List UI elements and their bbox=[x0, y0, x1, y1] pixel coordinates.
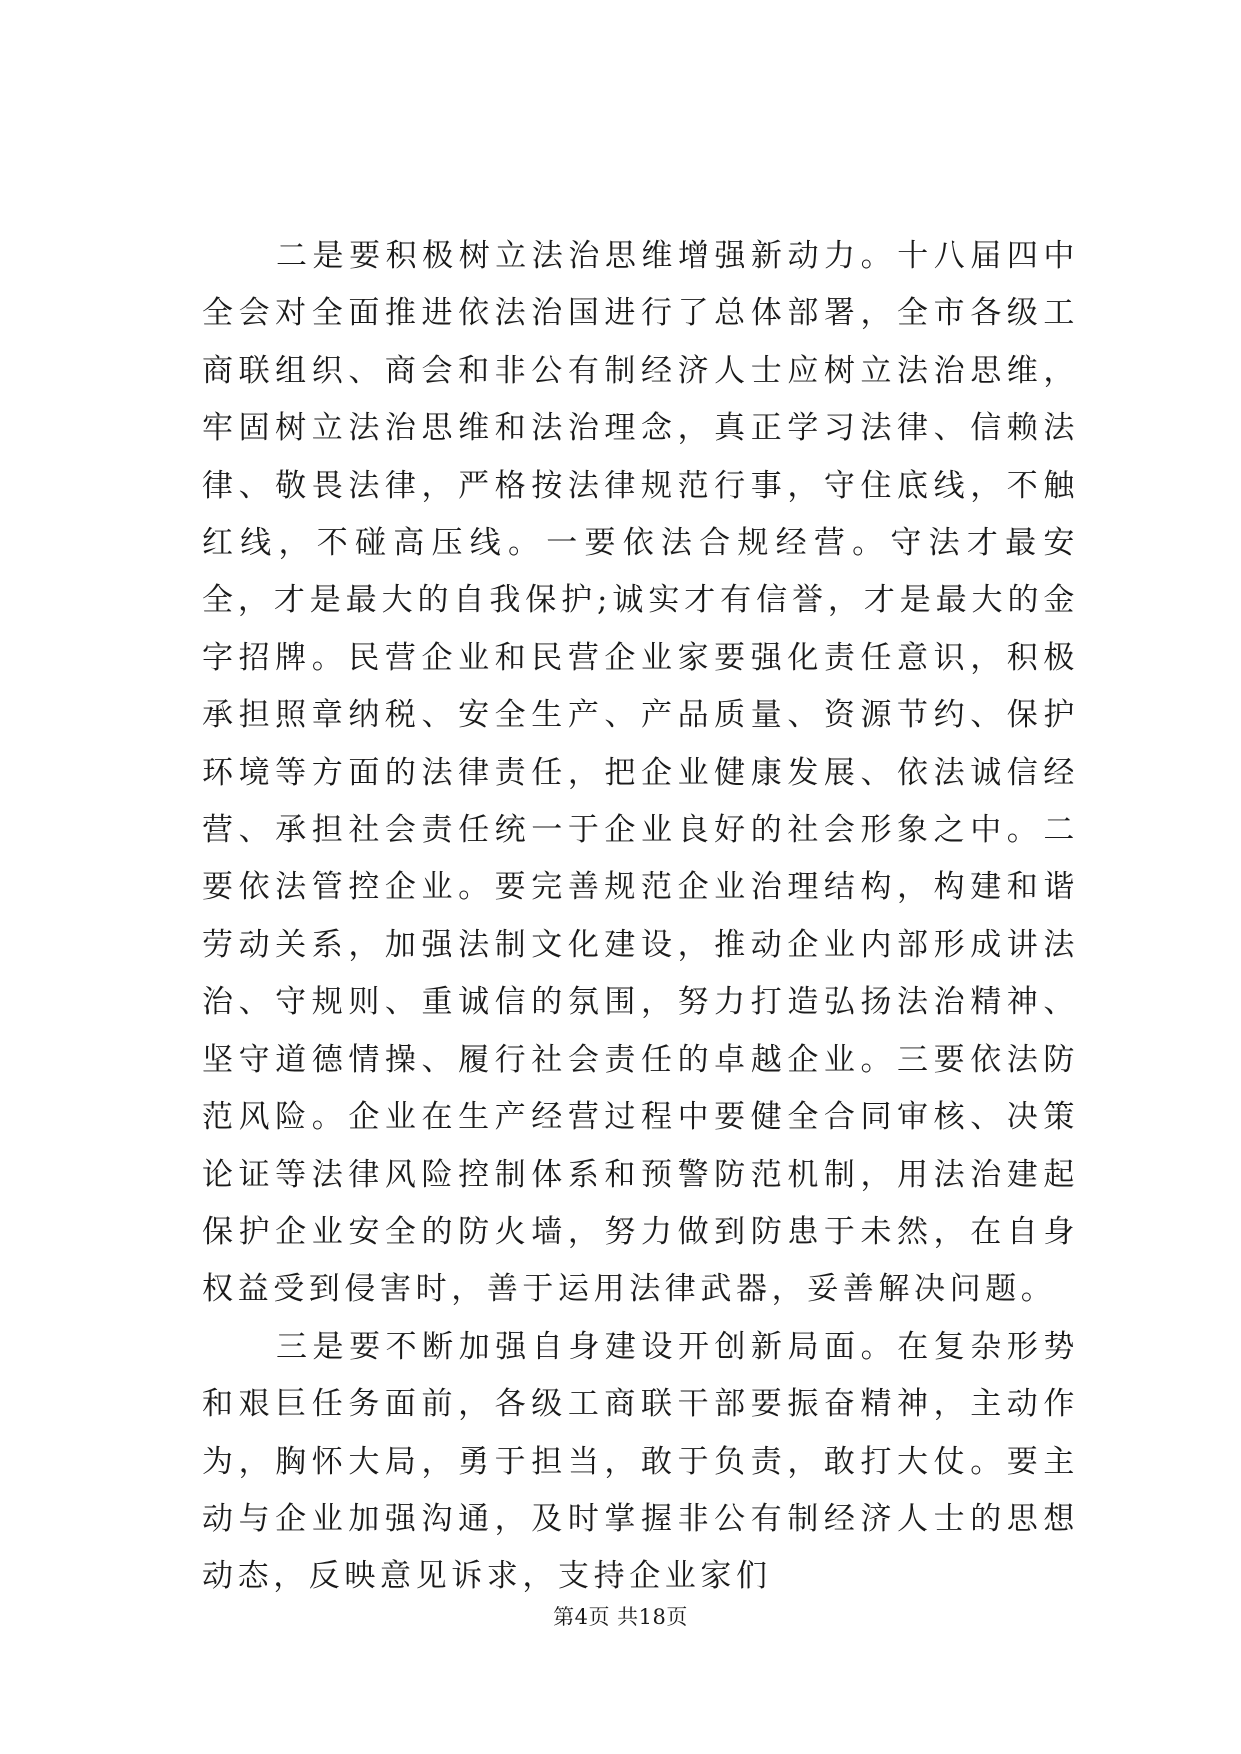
paragraph-rule-of-law: 二是要积极树立法治思维增强新动力。十八届四中全会对全面推进依法治国进行了总体部署，全市各级工商联组织、商会和非公有制经济人士应树立法治思维，牢固树立法治思维和法治理念，真正学习法律、信赖法律、敬畏法律，严格按法律规范行事，守住底线，不触红线，不碰高压线。一要依法合规经营。守法才最安全，才是最大的自我保护;诚实才有信誉，才是最大的金字招牌。民营企业和民营企业家要强化责任意识，积极承担照章纳税、安全生产、产品质量、资源节约、保护环境等方面的法律责任，把企业健康发展、依法诚信经营、承担社会责任统一于企业良好的社会形象之中。二要依法管控企业。要完善规范企业治理结构，构建和谐劳动关系，加强法制文化建设，推动企业内部形成讲法治、守规则、重诚信的氛围，努力打造弘扬法治精神、坚守道德情操、履行社会责任的卓越企业。三要依法防范风险。企业在生产经营过程中要健全合同审核、决策论证等法律风险控制体系和预警防范机制，用法治建起保护企业安全的防火墙，努力做到防患于未然，在自身权益受到侵害时，善于运用法律武器，妥善解决问题。 bbox=[202, 238, 1079, 1308]
paragraph-self-building: 三是要不断加强自身建设开创新局面。在复杂形势和艰巨任务面前，各级工商联干部要振奋精神，主动作为，胸怀大局，勇于担当，敢于负责，敢打大仗。要主动与企业加强沟通，及时掌握非公有制经济人士的思想动态，反映意见诉求，支持企业家们 bbox=[202, 1328, 1079, 1595]
document-body bbox=[202, 228, 1079, 1606]
page-number-footer: 第4页 共18页 bbox=[553, 1605, 688, 1629]
